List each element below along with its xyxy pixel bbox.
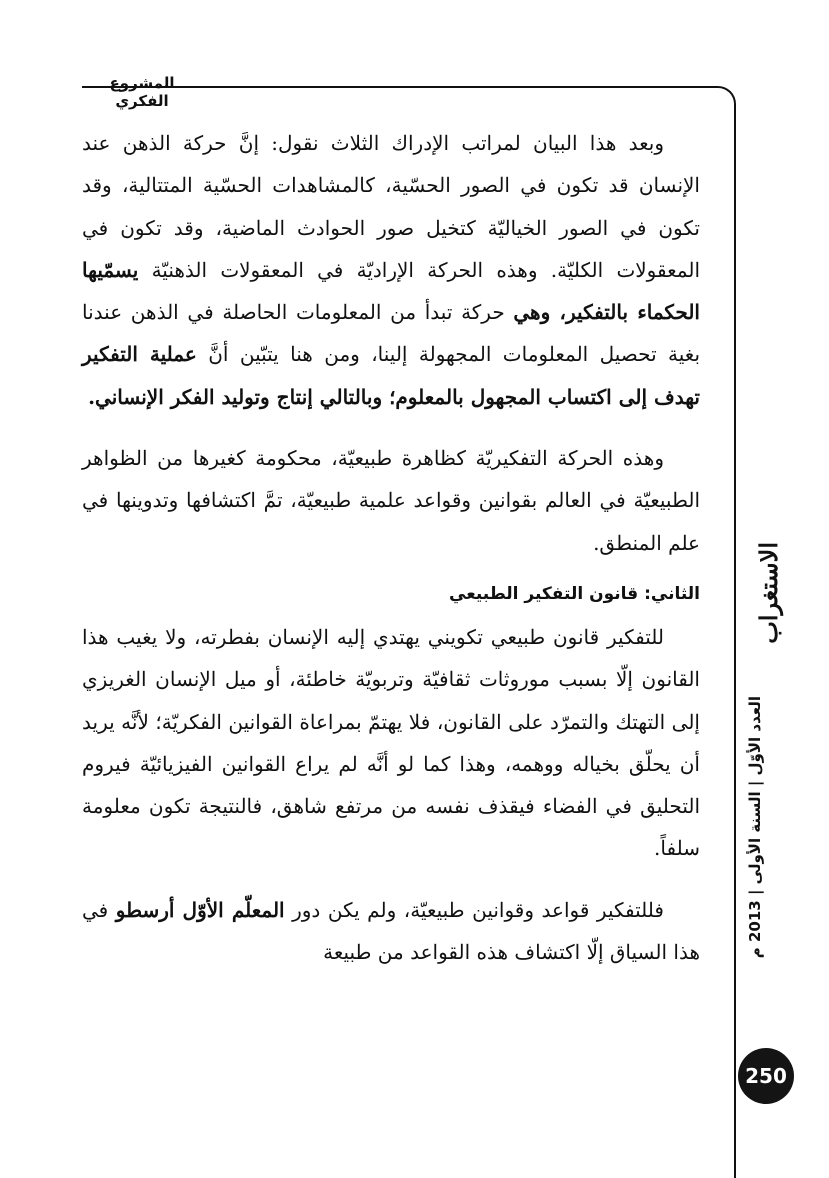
paragraph-1-start: وبعد هذا البيان لمراتب الإدراك الثلاث نقول: إنَّ حركة الذهن عند الإنسان قد تكون في الصور الحسّية، كالمشاهدات الحسّية المتتالية، وقد تكون في الصور الخياليّة كتخيل صور الحوادث الماضية، وقد تكون في المعقولات الكليّة. وهذه الحركة الإراديّة في المعقولات الذهنيّة [82,131,700,282]
page-number: 250 [745,1064,787,1088]
issue-info-text: العدد الأوّل | السنة الأولى | 2013 م [746,695,764,959]
page-number-badge [738,1048,794,1104]
page-content [82,122,700,973]
paragraph-4-end: في هذا السياق إلّا اكتشاف هذه القواعد من طبيعة [82,897,700,965]
paragraph-4-bold: المعلّم الأوّل أرسطو [115,897,285,922]
issue-info [746,695,782,959]
journal-logo-text: الاستغراب [753,542,783,644]
paragraph-1-bold-2: عملية التفكير تهدف إلى اكتساب المجهول بالمعلوم؛ وبالتالي إنتاج وتوليد الفكر الإنساني. [82,342,700,409]
paragraph-3: للتفكير قانون طبيعي تكويني يهتدي إليه الإنسان بفطرته، ولا يغيب هذا القانون إلّا بسبب موروثات ثقافيّة وتربويّة خاطئة، أو ميل الإنسان الغريزي إلى التهتك والتمرّد على القانون، فلا يهتمّ بمراعاة القوانين الفكريّة؛ لأنَّه يريد أن يحلّق بخياله ووهمه، وهذا كما لو أنَّه لم يراع القوانين الفيزيائيّة فيروم التحليق في الفضاء فيقذف نفسه من مرتفع شاهق، فالنتيجة تكون معلومة سلفاً. [82,624,700,861]
journal-logo [746,510,790,676]
running-title: المشروع الفكري [109,74,175,110]
paragraph-4-start: فللتفكير قواعد وقوانين طبيعيّة، ولم يكن دور [284,897,664,922]
paragraph-2: وهذه الحركة التفكيريّة كظاهرة طبيعيّة، محكومة كغيرها من الظواهر الطبيعيّة في العالم بقوانين وقواعد علمية طبيعيّة، تمَّ اكتشافها وتدوينها في علم المنطق. [82,446,700,555]
paragraph-1-bold-1: يسمّيها الحكماء بالتفكير، وهي [82,257,700,325]
section-heading: الثاني: قانون التفكير الطبيعي [449,583,700,604]
paragraph-4 [82,889,700,974]
paragraph-1 [82,122,700,418]
paragraph-1-middle: حركة تبدأ من المعلومات الحاصلة في الذهن عندنا بغية تحصيل المعلومات المجهولة إلينا، ومن هنا يتبّين أنَّ [82,300,701,367]
